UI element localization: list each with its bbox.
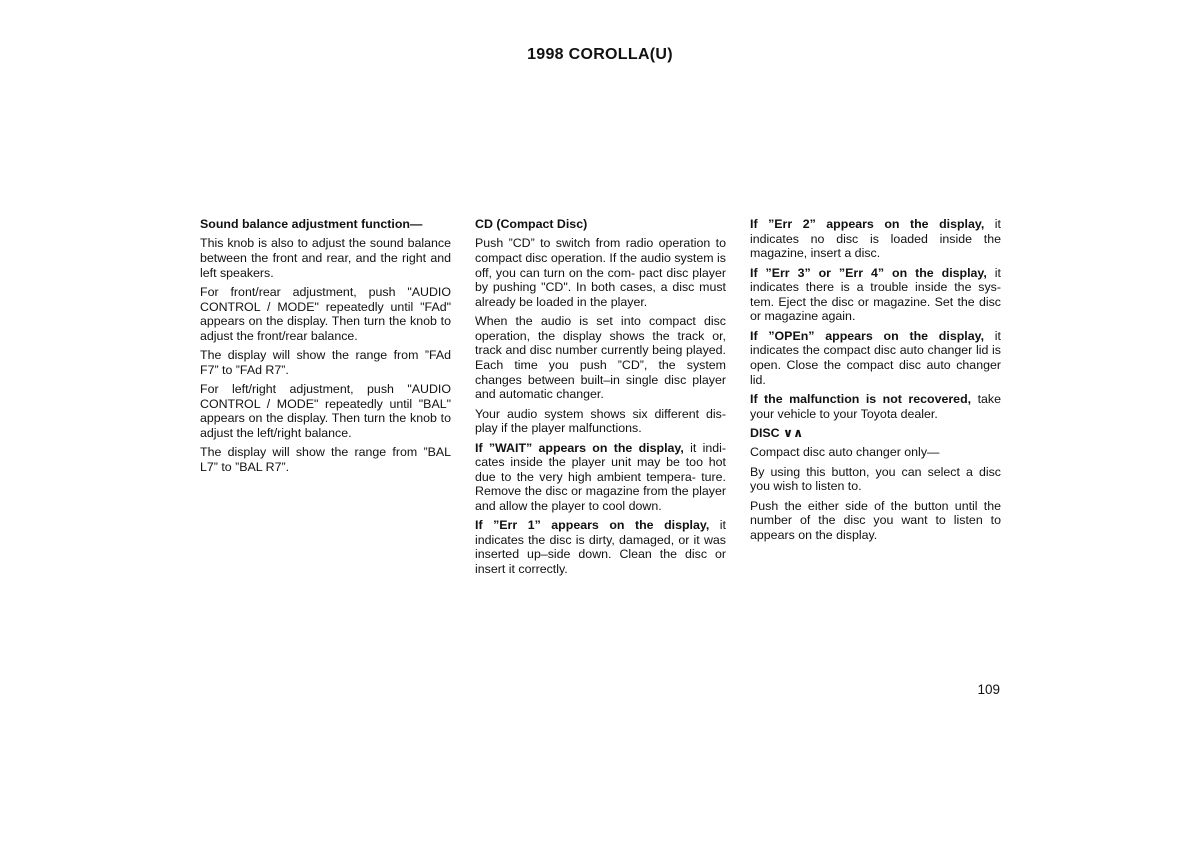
paragraph: Compact disc auto changer only— [750, 445, 940, 460]
paragraph-err1 [475, 518, 726, 576]
column-sound-balance [200, 217, 451, 479]
paragraph: For left/right adjustment, push "AUDIO CONTROL / MODE" repeatedly until "BAL" appears on the display. Then turn the knob to adjust the left/right balance. [200, 382, 451, 440]
paragraph: When the audio is set into compact disc operation, the display shows the track or, track and disc number currently being played. Each time you push ”CD”, the system changes between built–in single disc player and automatic changer. [475, 314, 726, 402]
paragraph-err2 [750, 217, 1001, 261]
condition-text: it indicates there is a trouble inside the sys- tem. Eject the disc or magazine. Set the disc or magazine again. [750, 265, 1002, 324]
paragraph: By using this button, you can select a disc you wish to listen to. [750, 464, 1001, 494]
paragraph: The display will show the range from ”FAd F7” to ”FAd R7”. [200, 348, 451, 377]
paragraph: Push ”CD” to switch from radio operation to compact disc operation. If the audio system is off, you can turn on the com- pact disc player by pushing "CD". In both cases, a disc must already be loaded in the player. [475, 236, 726, 309]
section-heading-disc: DISC ∨∧ [750, 425, 804, 440]
paragraph-err3-err4 [750, 266, 1001, 324]
section-heading-cd: CD (Compact Disc) [475, 217, 588, 231]
paragraph: The display will show the range from ”BAL L7” to ”BAL R7”. [200, 445, 451, 474]
section-heading-sound-balance: Sound balance adjustment function— [200, 217, 423, 231]
condition-text: take your vehicle to your Toyota dealer. [750, 391, 1001, 421]
page-title: 1998 COROLLA(U) [527, 46, 673, 63]
condition-label: If ”Err 1” appears on the display, [475, 518, 710, 533]
condition-label: If ”Err 2” appears on the display, [750, 217, 985, 231]
paragraph: For front/rear adjustment, push "AUDIO CONTROL / MODE" repeatedly until "FAd" appears on the display. Then turn the knob to adjust the front/rear balance. [200, 284, 451, 343]
condition-text: it indi- cates inside the player unit may be too hot due to the very high ambient tempera- ture. Remove the disc or magazine from the player and allow the player to cool down. [475, 440, 727, 513]
condition-label: If ”WAIT” appears on the display, [475, 440, 684, 455]
paragraph-open [750, 329, 1001, 387]
condition-label: If ”OPEn” appears on the display, [750, 328, 985, 343]
condition-text: it indicates no disc is loaded inside the magazine, insert a disc. [750, 217, 1001, 261]
paragraph-wait [475, 441, 726, 514]
paragraph-not-recovered [750, 392, 1001, 421]
condition-label: If the malfunction is not recovered, [750, 391, 972, 406]
paragraph: This knob is also to adjust the sound balance between the front and rear, and the right and left speakers. [200, 236, 451, 280]
condition-text: it indicates the compact disc auto changer lid is open. Close the compact disc auto changer lid. [750, 328, 1001, 387]
column-errors-disc [750, 217, 1001, 547]
condition-label: If ”Err 3” or ”Err 4” on the display, [750, 265, 987, 280]
column-compact-disc [475, 217, 726, 581]
condition-text: it indicates the disc is dirty, damaged, or it was inserted up–side down. Clean the disc or insert it correctly. [475, 518, 726, 577]
paragraph: Your audio system shows six different dis- play if the player malfunctions. [475, 406, 726, 436]
paragraph: Push the either side of the button until the number of the disc you want to listen to appears on the display. [750, 498, 1001, 542]
page-number: 109 [977, 682, 1000, 697]
